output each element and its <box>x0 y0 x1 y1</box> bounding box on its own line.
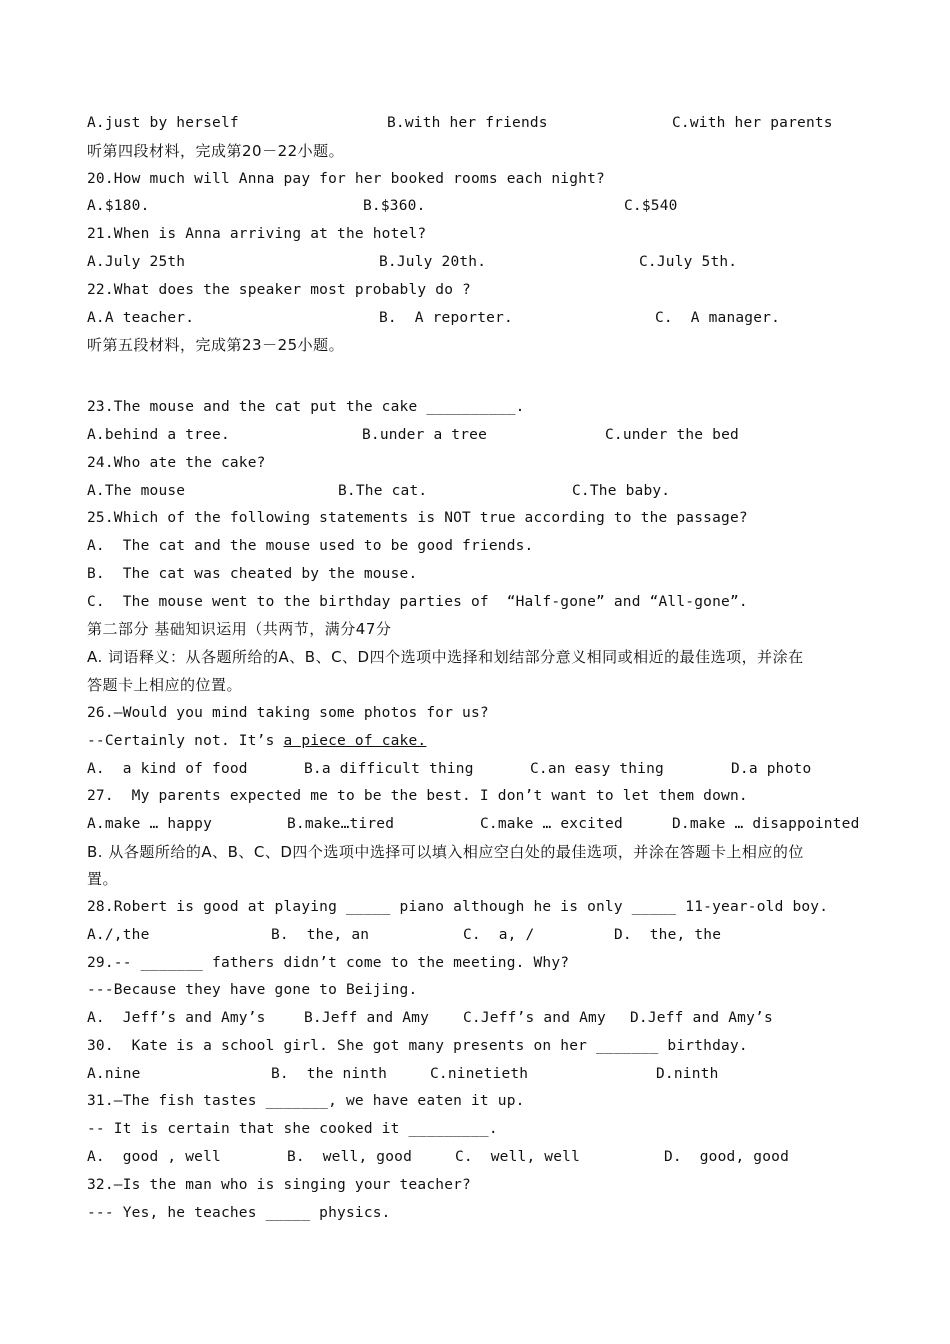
q20-stem: 20.How much will Anna pay for her booked rooms each night? <box>87 171 605 187</box>
part2-title: 第二部分 基础知识运用（共两节，满分47分 <box>87 620 392 638</box>
q30-option-c: C.ninetieth <box>430 1066 529 1082</box>
section4-intro: 听第四段材料，完成第20－22小题。 <box>87 142 345 160</box>
q23-option-c: C.under the bed <box>605 427 739 443</box>
q28-option-d: D. the, the <box>614 927 722 943</box>
q29-option-d: D.Jeff and Amy’s <box>630 1010 773 1026</box>
q22-option-c: C. A manager. <box>655 310 781 326</box>
q19-option-b: B.with her friends <box>387 115 548 131</box>
q32-line1: 32.—Is the man who is singing your teacher? <box>87 1177 471 1193</box>
q22-option-a: A.A teacher. <box>87 310 195 326</box>
q21-stem: 21.When is Anna arriving at the hotel? <box>87 226 427 242</box>
q31-option-a: A. good , well <box>87 1149 221 1165</box>
q21-option-a: A.July 25th <box>87 254 186 270</box>
q24-option-c: C.The baby. <box>572 483 671 499</box>
q32-line2: --- Yes, he teaches _____ physics. <box>87 1205 391 1221</box>
q27-option-b: B.make…tired <box>287 816 395 832</box>
q23-option-b: B.under a tree <box>362 427 488 443</box>
partA-instructions-line2: 答题卡上相应的位置。 <box>87 676 243 694</box>
q27-stem: 27. My parents expected me to be the best. I don’t want to let them down. <box>87 788 748 804</box>
q30-option-b: B. the ninth <box>271 1066 388 1082</box>
section5-intro: 听第五段材料，完成第23－25小题。 <box>87 336 345 354</box>
q31-option-d: D. good, good <box>664 1149 790 1165</box>
q25-option-a: A. The cat and the mouse used to be good friends. <box>87 538 534 554</box>
q25-option-b: B. The cat was cheated by the mouse. <box>87 566 418 582</box>
q29-line1: 29.-- _______ fathers didn’t come to the meeting. Why? <box>87 955 570 971</box>
q29-option-c: C.Jeff’s and Amy <box>463 1010 606 1026</box>
q26-line2-text: --Certainly not. It’s <box>87 733 284 749</box>
q28-stem: 28.Robert is good at playing _____ piano although he is only _____ 11-year-old boy. <box>87 899 829 915</box>
q24-stem: 24.Who ate the cake? <box>87 455 266 471</box>
q26-option-b: B.a difficult thing <box>304 761 474 777</box>
q25-stem: 25.Which of the following statements is NOT true according to the passage? <box>87 510 748 526</box>
q25-option-c: C. The mouse went to the birthday parties of “Half-gone” and “All-gone”. <box>87 594 748 610</box>
q29-option-a: A. Jeff’s and Amy’s <box>87 1010 266 1026</box>
q26-underlined-phrase: a piece of cake. <box>283 733 427 749</box>
q27-option-c: C.make … excited <box>480 816 623 832</box>
q29-option-b: B.Jeff and Amy <box>304 1010 430 1026</box>
q21-option-c: C.July 5th. <box>639 254 738 270</box>
q26-line2 <box>87 731 426 751</box>
q20-option-c: C.$540 <box>624 198 678 214</box>
q27-option-d: D.make … disappointed <box>672 816 860 832</box>
q26-option-a: A. a kind of food <box>87 761 248 777</box>
partB-instructions-line1: B. 从各题所给的A、B、C、D四个选项中选择可以填入相应空白处的最佳选项，并涂在答题卡上相应的位 <box>87 843 804 861</box>
q27-option-a: A.make … happy <box>87 816 213 832</box>
q26-option-c: C.an easy thing <box>530 761 664 777</box>
q26-line1: 26.—Would you mind taking some photos for us? <box>87 705 489 721</box>
q19-option-a: A.just by herself <box>87 115 239 131</box>
q31-option-b: B. well, good <box>287 1149 413 1165</box>
q30-option-a: A.nine <box>87 1066 141 1082</box>
q22-stem: 22.What does the speaker most probably do ? <box>87 282 471 298</box>
q28-option-b: B. the, an <box>271 927 370 943</box>
q23-stem: 23.The mouse and the cat put the cake __________. <box>87 399 525 415</box>
q31-line1: 31.—The fish tastes _______, we have eaten it up. <box>87 1093 525 1109</box>
q20-option-a: A.$180. <box>87 198 150 214</box>
q26-option-d: D.a photo <box>731 761 812 777</box>
q28-option-a: A./,the <box>87 927 150 943</box>
q30-option-d: D.ninth <box>656 1066 719 1082</box>
q24-option-a: A.The mouse <box>87 483 186 499</box>
partA-instructions-line1: A. 词语释义：从各题所给的A、B、C、D四个选项中选择和划结部分意义相同或相近的最佳选项，并涂在 <box>87 648 804 666</box>
q21-option-b: B.July 20th. <box>379 254 487 270</box>
q23-option-a: A.behind a tree. <box>87 427 230 443</box>
q22-option-b: B. A reporter. <box>379 310 513 326</box>
q24-option-b: B.The cat. <box>338 483 428 499</box>
q28-option-c: C. a, / <box>463 927 535 943</box>
q29-line2: ---Because they have gone to Beijing. <box>87 982 418 998</box>
partB-instructions-line2: 置。 <box>87 870 119 888</box>
q31-option-c: C. well, well <box>455 1149 581 1165</box>
q20-option-b: B.$360. <box>363 198 426 214</box>
q19-option-c: C.with her parents <box>672 115 833 131</box>
q30-stem: 30. Kate is a school girl. She got many presents on her _______ birthday. <box>87 1038 748 1054</box>
q31-line2: -- It is certain that she cooked it _________. <box>87 1121 498 1137</box>
